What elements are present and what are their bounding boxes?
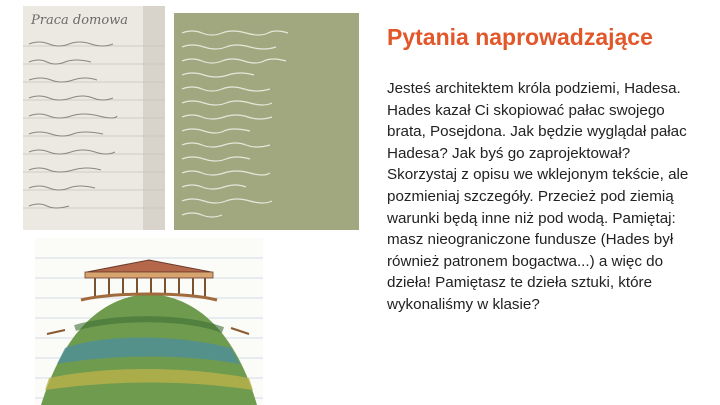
palace-drawing-photo [35,238,263,405]
green-paper-writing [174,13,359,230]
green-paper-photo [174,13,359,230]
notebook-pencil-writing [23,6,165,230]
homework-heading: Praca domowa [31,13,129,28]
palace-drawing [35,238,263,405]
slide-title: Pytania naprowadzające [387,24,653,50]
slide-body-text: Jesteś architektem króla podziemi, Hadesa. Hades kazał Ci skopiować pałac swojego brata, Posejdona. Jak będzie wyglądał pałac Hadesa? Jak byś go zaprojektował? Skorzystaj z opisu we wklejonym tekście, ale pozmieniaj szczegóły. Przecież pod ziemią warunki będą inne niż pod wodą. Pamiętaj: masz nieograniczone fundusze (Hades był również patronem bogactwa...) a więc do dzieła! Pamiętasz te dzieła sztuki, które wykonaliśmy w klasie? [387,80,689,313]
homework-notebook-photo [23,6,165,230]
